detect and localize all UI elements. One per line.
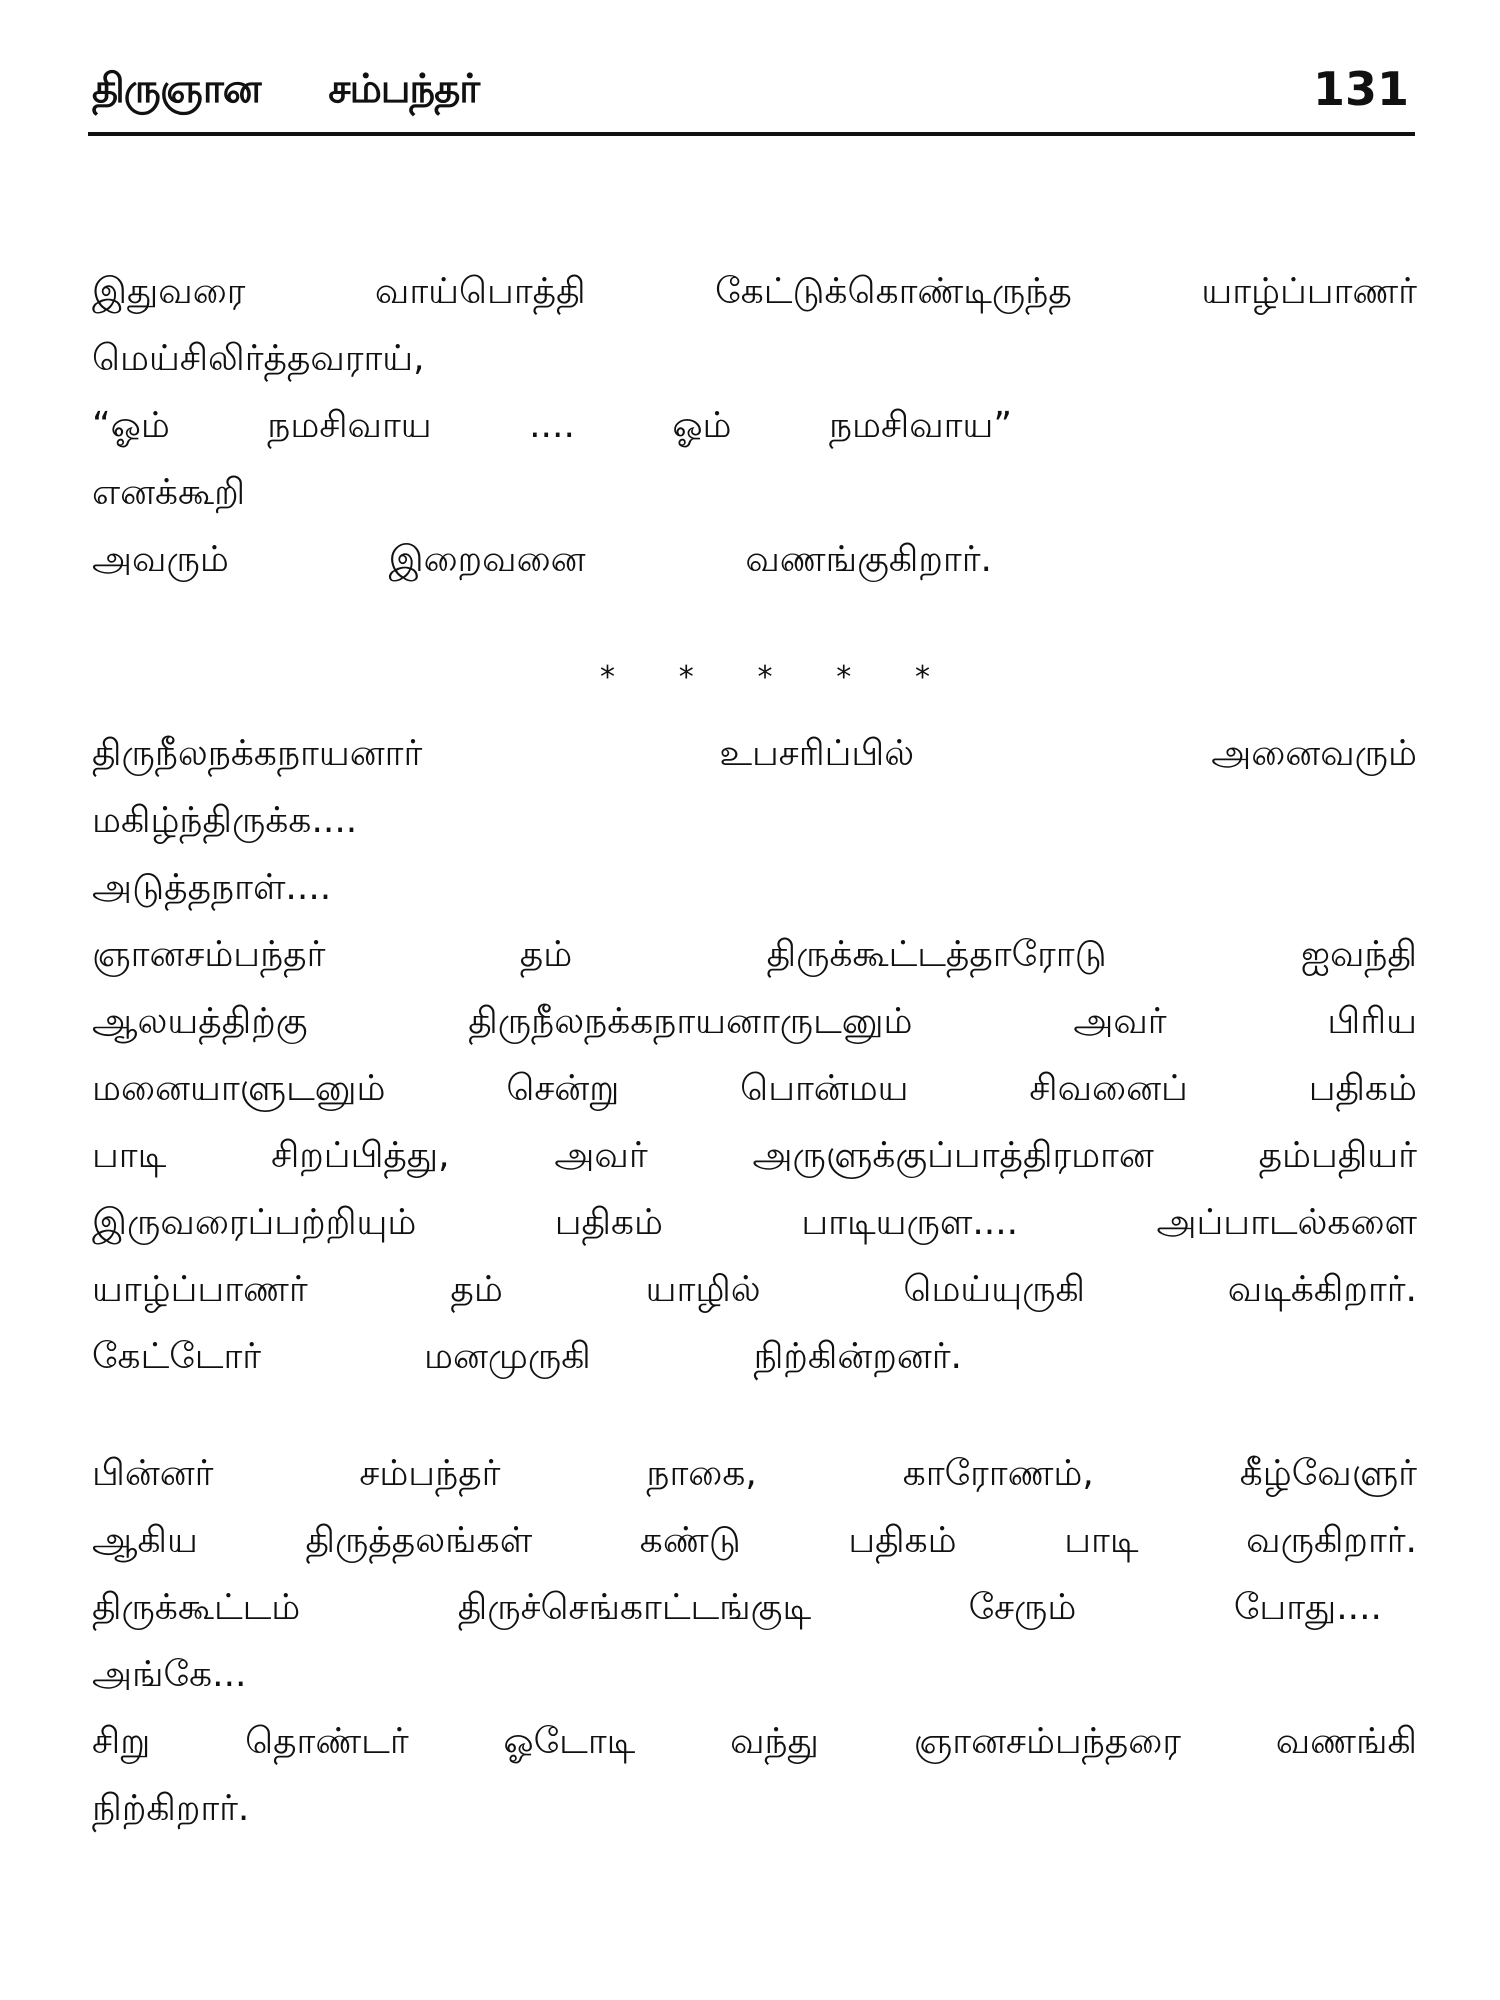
running-header bbox=[88, 62, 1415, 136]
text-line: அவரும் இறைவனை வணங்குகிறார். bbox=[92, 539, 992, 580]
text-line: சிறு தொண்டர் ஓடோடி வந்து ஞானசம்பந்தரை வணங்கி bbox=[92, 1721, 1417, 1762]
separator-star: * bbox=[678, 660, 694, 695]
text-line: எனக்கூறி bbox=[92, 472, 246, 513]
separator-star: * bbox=[600, 660, 615, 695]
book-title: திருஞான சம்பந்தர் bbox=[92, 66, 480, 112]
text-line: “ஓம் நமசிவாய .... ஓம் நமசிவாய” bbox=[92, 405, 1012, 446]
text-line: யாழ்ப்பாணர் தம் யாழில் மெய்யுருகி வடிக்கிறார். bbox=[92, 1269, 1417, 1310]
paragraph-3 bbox=[92, 1440, 1417, 1842]
text-line: மனையாளுடனும் சென்று பொன்மய சிவனைப் பதிகம் bbox=[92, 1068, 1417, 1109]
text-line: அடுத்தநாள்.... bbox=[92, 867, 332, 908]
text-line: மகிழ்ந்திருக்க.... bbox=[92, 800, 358, 841]
paragraph-1 bbox=[92, 258, 1417, 593]
text-line: பின்னர் சம்பந்தர் நாகை, காரோணம், கீழ்வேளுர் bbox=[92, 1453, 1417, 1494]
separator-star: * bbox=[757, 660, 773, 695]
text-line: ஆகிய திருத்தலங்கள் கண்டு பதிகம் பாடி வருகிறார். bbox=[92, 1520, 1417, 1561]
page-number: 131 bbox=[1312, 62, 1409, 116]
paragraph-2 bbox=[92, 720, 1417, 1390]
text-line: ஆலயத்திற்கு திருநீலநக்கநாயனாருடனும் அவர் பிரிய bbox=[92, 1001, 1417, 1042]
text-line: நிற்கிறார். bbox=[92, 1788, 250, 1829]
separator-star: * bbox=[836, 660, 852, 695]
text-line: மெய்சிலிர்த்தவராய், bbox=[92, 338, 425, 379]
text-line: இதுவரை வாய்பொத்தி கேட்டுக்கொண்டிருந்த யாழ்ப்பாணர் bbox=[92, 271, 1417, 312]
text-line: திருக்கூட்டம் திருச்செங்காட்டங்குடி சேரும் போது.... bbox=[92, 1587, 1382, 1628]
text-line: பாடி சிறப்பித்து, அவர் அருளுக்குப்பாத்திரமான தம்பதியர் bbox=[92, 1135, 1417, 1176]
text-line: ஞானசம்பந்தர் தம் திருக்கூட்டத்தாரோடு ஐவந்தி bbox=[92, 934, 1417, 975]
text-line: கேட்டோர் மனமுருகி நிற்கின்றனர். bbox=[92, 1336, 962, 1377]
text-line: அங்கே... bbox=[92, 1654, 247, 1695]
separator-star: * bbox=[915, 660, 930, 695]
text-line: இருவரைப்பற்றியும் பதிகம் பாடியருள.... அப்பாடல்களை bbox=[92, 1202, 1417, 1243]
section-separator bbox=[600, 660, 930, 695]
text-line: திருநீலநக்கநாயனார் உபசரிப்பில் அனைவரும் bbox=[92, 733, 1417, 774]
